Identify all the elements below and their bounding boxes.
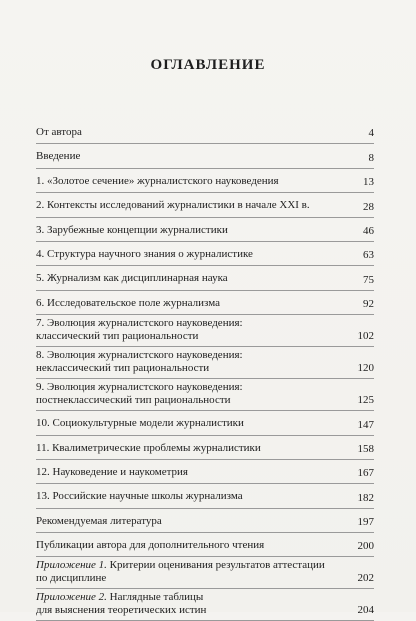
toc-entry[interactable] — [36, 242, 374, 266]
toc-entry-text: 4. Структура научного знания о журналистике — [36, 247, 253, 260]
toc-entry[interactable] — [36, 484, 374, 508]
toc-entry[interactable] — [36, 169, 374, 193]
toc-page-number: 8 — [368, 151, 374, 164]
toc-entry-text: Приложение 1. Критерии оценивания результатов аттестации — [36, 559, 325, 572]
toc-entry-text: Приложение 2. Наглядные таблицы — [36, 591, 204, 604]
toc-page-number: 120 — [357, 362, 374, 375]
toc-page-number: 167 — [357, 467, 374, 480]
toc-entry-text: 9. Эволюция журналистского науковедения: — [36, 381, 243, 394]
toc-entry-text: 10. Социокультурные модели журналистики — [36, 417, 244, 430]
toc-page-number: 197 — [357, 516, 374, 529]
toc-page-number: 200 — [357, 540, 374, 553]
toc-entry[interactable] — [36, 589, 374, 621]
toc-entry[interactable] — [36, 266, 374, 290]
toc-page-number: 63 — [363, 249, 374, 262]
page-title: ОГЛАВЛЕНИЕ — [150, 57, 266, 73]
toc-entry[interactable] — [36, 347, 374, 379]
toc-entry[interactable] — [36, 533, 374, 557]
toc-entry-text: 1. «Золотое сечение» журналистского науковедения — [36, 174, 279, 187]
toc-entry-text: 8. Эволюция журналистского науковедения: — [36, 349, 243, 362]
toc-entry-text: 7. Эволюция журналистского науковедения: — [36, 317, 243, 330]
toc-entry[interactable] — [36, 218, 374, 242]
toc-entry[interactable] — [36, 379, 374, 411]
toc-entry-text: постнеклассический тип рациональности — [36, 394, 231, 407]
toc-entry[interactable] — [36, 315, 374, 347]
toc-entry-text: 13. Российские научные школы журнализма — [36, 490, 243, 503]
toc-page-number: 202 — [357, 572, 374, 585]
toc-entry-text: по дисциплине — [36, 572, 107, 585]
toc-entry-text: для выяснения теоретических истин — [36, 604, 207, 617]
toc-entry[interactable] — [36, 436, 374, 460]
toc-page-number: 28 — [363, 200, 374, 213]
toc-page-number: 182 — [357, 491, 374, 504]
toc-entry-text: От автора — [36, 126, 82, 138]
toc-entry-text: Рекомендуемая литература — [36, 514, 162, 527]
toc-page-number: 125 — [357, 394, 374, 407]
toc-entry-text: Публикации автора для дополнительного чтения — [36, 539, 265, 552]
toc-entry[interactable] — [36, 193, 374, 217]
toc-entry-text: 3. Зарубежные концепции журналистики — [36, 223, 228, 236]
toc-page-number: 158 — [357, 442, 374, 455]
toc-entry[interactable] — [36, 557, 374, 589]
toc-entry-text: 12. Науковедение и наукометрия — [36, 465, 188, 478]
toc-entry[interactable] — [36, 120, 374, 144]
toc-entry-text: 5. Журнализм как дисциплинарная наука — [36, 272, 228, 285]
toc-entry-text: 11. Квалиметрические проблемы журналистики — [36, 441, 261, 454]
toc-page-number: 92 — [363, 298, 374, 311]
toc-page-number: 75 — [363, 273, 374, 286]
toc-entry[interactable] — [36, 291, 374, 315]
toc-entry[interactable] — [36, 411, 374, 435]
toc-entry[interactable] — [36, 509, 374, 533]
toc-entry[interactable] — [36, 144, 374, 168]
toc-page-number: 204 — [357, 604, 374, 617]
toc-page-number: 147 — [357, 418, 374, 431]
toc-entry-text: 2. Контексты исследований журналистики в начале XXI в. — [36, 199, 310, 212]
toc-entry-text: 6. Исследовательское поле журнализма — [36, 296, 220, 309]
toc-entry-text: Введение — [36, 150, 81, 163]
toc-page-number: 46 — [363, 224, 374, 237]
toc-page-number: 102 — [357, 330, 374, 343]
toc-entry-text: классический тип рациональности — [36, 330, 199, 343]
toc-entry-text: неклассический тип рациональности — [36, 362, 210, 375]
table-of-contents — [36, 120, 374, 621]
toc-page-number: 4 — [368, 127, 374, 140]
toc-entry[interactable] — [36, 460, 374, 484]
toc-page-number: 13 — [363, 176, 374, 189]
